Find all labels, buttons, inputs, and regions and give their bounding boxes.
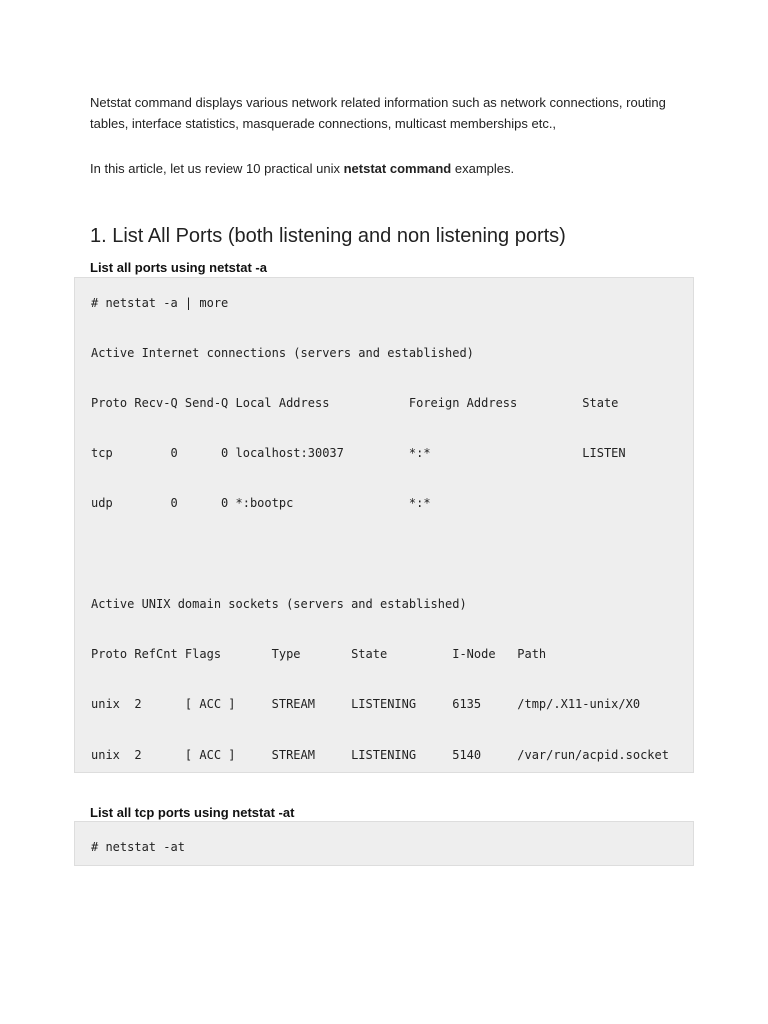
- section-heading: 1. List All Ports (both listening and non listening ports): [90, 225, 566, 247]
- code-line: udp 0 0 *:bootpc *:*: [91, 496, 431, 510]
- code-block-all-ports: [74, 277, 694, 773]
- code-line: Proto RefCnt Flags Type State I-Node Path: [91, 647, 547, 661]
- code-line: Active UNIX domain sockets (servers and established): [91, 597, 467, 611]
- code-line: Proto Recv-Q Send-Q Local Address Foreign Address State: [91, 396, 619, 410]
- intro-paragraph: Netstat command displays various network related information such as network connections, routing tables, interface statistics, masquerade connections, multicast memberships etc.,: [90, 95, 666, 131]
- code-block-tcp-ports: [74, 821, 694, 866]
- code-line: # netstat -a | more: [91, 296, 229, 310]
- subheading-all-ports: List all ports using netstat -a: [90, 260, 267, 275]
- code-line: unix 2 [ ACC ] STREAM LISTENING 5140 /var/run/acpid.socket: [91, 748, 669, 762]
- review-text-before: In this article, let us review 10 practical unix: [90, 161, 344, 176]
- code-line: unix 2 [ ACC ] STREAM LISTENING 6135 /tmp/.X11-unix/X0: [91, 697, 641, 711]
- subheading-tcp-ports: List all tcp ports using netstat -at: [90, 805, 295, 820]
- review-text-after: examples.: [451, 161, 515, 176]
- review-paragraph: [90, 158, 690, 179]
- review-bold-text: netstat command: [343, 161, 452, 176]
- code-line: tcp 0 0 localhost:30037 *:* LISTEN: [91, 446, 626, 460]
- code-line: Active Internet connections (servers and established): [91, 346, 474, 360]
- code-line: # netstat -at: [91, 840, 185, 854]
